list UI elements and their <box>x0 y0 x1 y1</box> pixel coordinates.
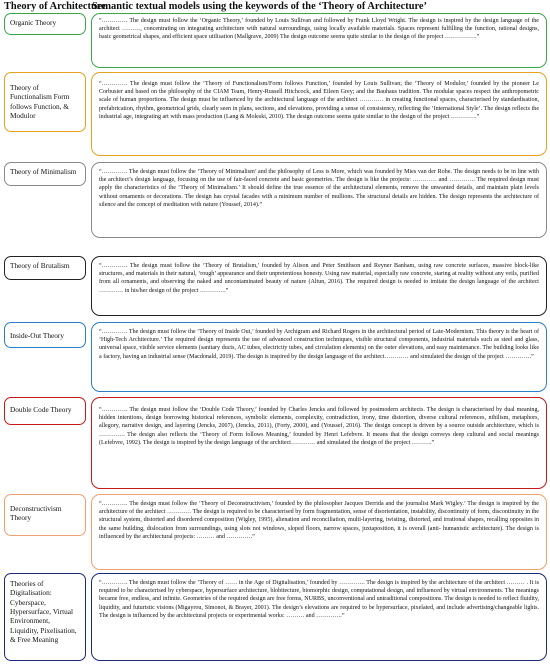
semantic-model-text: “…………. The design must follow the ‘Theory of Minimalism’ and the philosophy of Less is More, which was founded by Mies van der Rohe. The design needs to be in line with the architect’s design language, focusing on the use of fair-faced concrete and basic geometries. The design is like the projects: ………… and …………. The required design must apply the characteristics of the ‘Theory of Minimalism.’ It should define the true essence of the architectural elements, remove the unwanted details, and maintain plain levels without ornaments or decorations. The design has crystal facades with a minimum number of mullions. The structural details are hidden. The design represents the architecture of silence and the concept of meditation with nature (Youssef, 2014).” <box>99 169 539 208</box>
theory-label-box <box>4 256 86 280</box>
semantic-model-text: “…………. The design must follow the ‘Theory of Functionalism/Form follows Function,’ founded by Louis Sullivan; the ‘Theory of Modulor,’ founded by the pioneer Le Corbusier and based on the philosophy of the CIAM Team, Henry-Russell Hitchcock, and Eileen Grey; and the Bauhaus tradition. The modular spaces respect the anthropometric scale of human proportions. The design must be influenced by the architectural language of the architect ………… in creating functional spaces, characterised by standardisation, prefabrication, rhythm, geometrical grids, clearly seen in plans, sections, and elevations, providing a sense of consistency, reflecting the ‘International Style’. The design reflects the industrial age, integrating art with mass production (Lang & Moleski, 2010). The design outcome seems quite similar to the design of the project ………….” <box>99 81 539 120</box>
theory-label-box <box>4 397 86 425</box>
theory-label-box <box>4 162 86 186</box>
column-header-semantic-models: Semantic textual models using the keywords of the ‘Theory of Architecture’ <box>92 1 427 12</box>
theory-label-box <box>4 72 86 132</box>
theory-label-box <box>4 322 86 348</box>
theory-label-box <box>4 494 86 536</box>
theory-label: Double Code Theory <box>10 405 72 414</box>
semantic-model-box <box>91 494 547 570</box>
semantic-model-text: “…………. The design must follow the ‘Organic Theory,’ founded by Louis Sullivan and followed by Frank Lloyd Wright. The design is inspired by the design language of the architect ………, concentrating on integrating architecture with natural surroundings, using locally available materials. Spaces represent fulfilling the function, rational designs, basic geometrical shapes, and efficient space utilisation (Mallgrave, 2009) The design outcome seems quite similar to the design of the project …………….” <box>99 18 539 41</box>
semantic-model-box <box>91 397 547 489</box>
column-header-theory: Theory of Architecture <box>4 1 106 12</box>
theory-label: Theory of Functionalism Form follows Function, & Modulor <box>10 83 70 120</box>
semantic-model-box <box>91 72 547 156</box>
theory-label: Inside-Out Theory <box>10 331 64 340</box>
theory-label-box <box>4 13 86 35</box>
semantic-model-text: “…………. The design must follow the ‘Theory of Brutalism,’ founded by Alison and Peter Smithson and Reyner Banham, using raw concrete surfaces, massive block-like structures, and materials in their natural, ‘rough’ appearance and their unpretentious honesty. Using raw material, especially raw concrete, staring at reality without any veils, purified from all ornaments, and observing the naked and uncontaminated beauty of nature (Altun, 2016). The required design is needed to imitate the design language of the architect ………… in his/her design of the project ………….” <box>99 263 539 294</box>
semantic-model-box <box>91 256 547 316</box>
semantic-model-box <box>91 13 547 68</box>
semantic-model-box <box>91 162 547 238</box>
semantic-model-text: “…………. The design must follow the ‘Theory of Inside Out,’ founded by Archigram and Richard Rogers in the architectural period of Late-Modernism. This theory is the heart of ‘High-Tech Architecture.’ The required design represents the use of advanced construction techniques, visible structural components, industrial materials such as steel and glass, universal space, visible service elements (sanitary ducts, AC tubes, electricity tubes, and circulation elements) on the outer elevations, and easy maintenance. The building looks like a factory, having an industrial sense (Macdonald, 2019). The design is inspired by the design language of the architect………… and simulated the design of the project ………….” <box>99 329 539 360</box>
theory-label: Theory of Minimalism <box>10 167 77 176</box>
theory-label-box <box>4 573 86 661</box>
theory-label: Theories of Digitalisation: Cyberspace, Hypersurface, Virtual Environment, Liquidity, Pixelisation, & Free Meaning <box>10 579 77 644</box>
semantic-model-box <box>91 322 547 392</box>
theory-label: Theory of Brutalism <box>10 261 70 270</box>
semantic-model-text: “…………. The design must follow the ‘Double Code Theory,’ founded by Charles Jencks and followed by postmodern architects. The design is characterised by dual meaning, hidden intentions, design borrowing historical references, symbolic elements, complexity, contradiction, irony, time distortion, diverse cultural references, nihilism, metaphors, allegory, narrative design, and layering (Jencks, 2007), (Jencks, 2011), (Forty, 2000), and (Youssef, 2016). The design concept is driven by a source outside architecture, which is …………. The design also reflects the ‘Theory of Form follows Meaning,’ founded by Henri Lefebvre. It means that the design conveys deep cultural and social meanings (Lefebvre, 1992). The design is inspired by the design language of the architect………… and simulated the design of the project ……….” <box>99 407 539 446</box>
theory-label: Organic Theory <box>10 18 57 27</box>
semantic-model-text: “…………. The design must follow the ‘Theory of …… in the Age of Digitalisation,’ founded by …………. The design is inspired by the architecture of the architect ……… . It is required to be characterised by cyberspace, hypersurface architecture, blobitecture, biomorphic design, computational design, and influenced by virtual environments. The meanings became free, endless, and infinite. Geometries of the required design are free forms, NURBS, unconventional and untraditional compositions. The design is needed to reflect fluidity, liquidity, and futuristic visions (Migayrou, Simonot, & Brayer, 2001). The design’s elevations are required to be hypersurface, pixelated, and include advertising/changeable lights. The design is influenced by the architectural projects or experimental works: ……… and ………….” <box>99 580 539 619</box>
theory-label: Deconstructivism Theory <box>10 504 62 523</box>
semantic-model-text: “…………. The design must follow the ‘Theory of Deconstructivism,’ founded by the philosopher Jacques Derrida and the journalist Mark Wigley.’ The design is inspired by the architecture of the architect ………… The design is required to be characterised by form fragmentation, sense of disorientation, instability, discontinuity of form, discontinuity in the structural system, distorted and disordered composition (Wigley, 1995), alienation and reconciliation, multi-layering, twisting, distorted, and irrational shapes, recalling opposites in the same building, dislocation from surroundings, using slots not windows, sloped floors, narrow spaces, juxtaposition, it is overall (anti- humanistic architecture). The design is influenced by the architectural projects: ……… and ………….” <box>99 501 539 540</box>
semantic-model-box <box>91 573 547 661</box>
